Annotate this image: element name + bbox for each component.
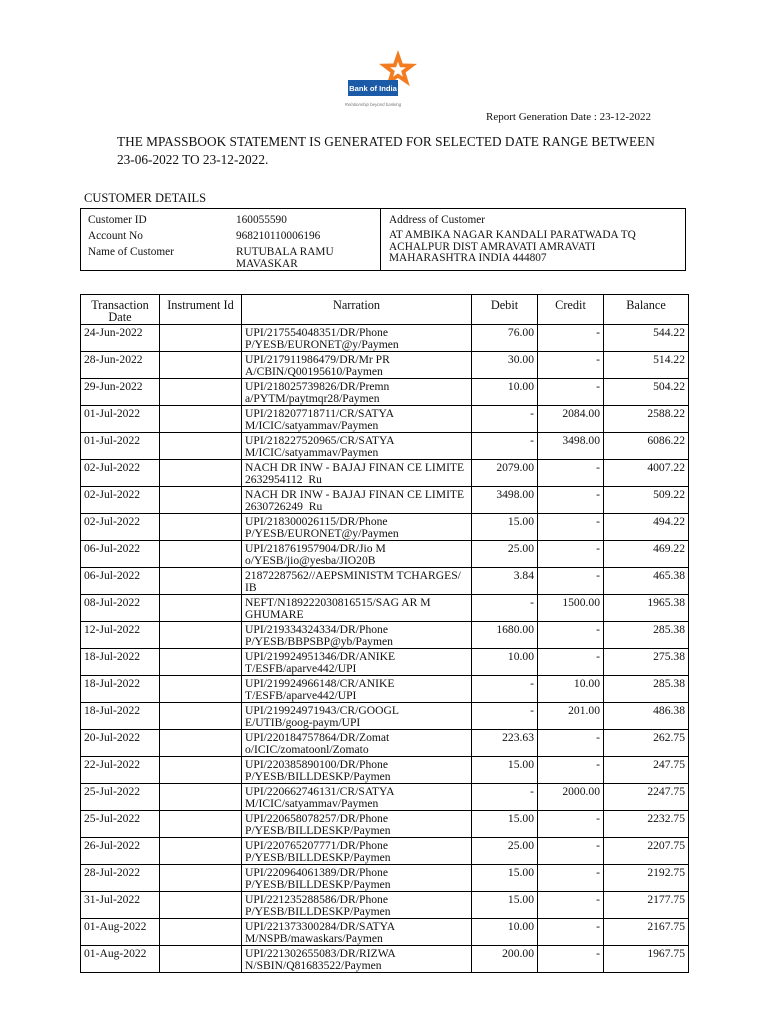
debit-cell: 15.00: [472, 514, 538, 541]
balance-cell: 6086.22: [604, 433, 689, 460]
debit-cell: 25.00: [472, 541, 538, 568]
balance-cell: 465.38: [604, 568, 689, 595]
customer-name-line: MAVASKAR: [236, 258, 298, 270]
customer-details-box: [80, 208, 686, 271]
customer-name-line: RUTUBALA RAMU: [236, 246, 334, 258]
balance-cell: 2177.75: [604, 892, 689, 919]
date-cell: 01-Aug-2022: [81, 919, 160, 946]
instrument-id-cell: [160, 730, 242, 757]
balance-cell: 494.22: [604, 514, 689, 541]
instrument-id-cell: [160, 892, 242, 919]
narration-line: P/YESB/EURONET@y/Paymen: [245, 338, 399, 351]
narration-line: M/ICIC/satyammav/Paymen: [245, 419, 379, 432]
debit-cell: -: [472, 433, 538, 460]
debit-cell: -: [472, 595, 538, 622]
narration-cell: [242, 379, 472, 406]
date-cell: 28-Jun-2022: [81, 352, 160, 379]
credit-cell: -: [538, 865, 604, 892]
credit-cell: -: [538, 811, 604, 838]
transaction-row: [81, 703, 689, 730]
transaction-row: [81, 460, 689, 487]
column-header-transaction-date: Transaction Date: [81, 295, 160, 325]
balance-cell: 1967.75: [604, 946, 689, 973]
balance-cell: 509.22: [604, 487, 689, 514]
narration-cell: [242, 757, 472, 784]
narration-line: 2632954112 Ru: [245, 473, 322, 486]
transaction-row: [81, 811, 689, 838]
column-header-balance: Balance: [604, 295, 689, 325]
balance-cell: 514.22: [604, 352, 689, 379]
transaction-row: [81, 379, 689, 406]
credit-cell: 10.00: [538, 676, 604, 703]
transactions-body: [81, 325, 689, 973]
narration-cell: [242, 433, 472, 460]
instrument-id-cell: [160, 487, 242, 514]
instrument-id-cell: [160, 568, 242, 595]
narration-line: a/PYTM/paytmqr28/Paymen: [245, 392, 380, 405]
narration-line: UPI/221235288586/DR/Phone: [245, 893, 388, 906]
account-no-label: Account No: [88, 230, 143, 242]
date-cell: 28-Jul-2022: [81, 865, 160, 892]
address-line: ACHALPUR DIST AMRAVATI AMRAVATI: [389, 240, 596, 253]
narration-line: UPI/221373300284/DR/SATYA: [245, 920, 396, 933]
narration-line: UPI/218227520965/CR/SATYA: [245, 434, 395, 447]
instrument-id-cell: [160, 784, 242, 811]
date-cell: 20-Jul-2022: [81, 730, 160, 757]
instrument-id-cell: [160, 757, 242, 784]
credit-cell: -: [538, 946, 604, 973]
narration-cell: [242, 406, 472, 433]
narration-line: P/YESB/BILLDESKP/Paymen: [245, 905, 391, 918]
transaction-row: [81, 568, 689, 595]
credit-cell: -: [538, 379, 604, 406]
credit-cell: -: [538, 757, 604, 784]
customer-details-heading: CUSTOMER DETAILS: [84, 191, 207, 205]
debit-cell: -: [472, 703, 538, 730]
date-cell: 06-Jul-2022: [81, 541, 160, 568]
credit-cell: -: [538, 460, 604, 487]
narration-cell: [242, 568, 472, 595]
balance-cell: 2207.75: [604, 838, 689, 865]
date-cell: 18-Jul-2022: [81, 676, 160, 703]
transaction-row: [81, 838, 689, 865]
debit-cell: 200.00: [472, 946, 538, 973]
narration-line: UPI/221302655083/DR/RIZWA: [245, 947, 396, 960]
customer-address: [381, 209, 685, 270]
statement-title: [117, 133, 655, 169]
transaction-row: [81, 784, 689, 811]
narration-line: UPI/220658078257/DR/Phone: [245, 812, 388, 825]
balance-cell: 469.22: [604, 541, 689, 568]
date-cell: 01-Aug-2022: [81, 946, 160, 973]
instrument-id-cell: [160, 514, 242, 541]
credit-cell: 2084.00: [538, 406, 604, 433]
narration-line: M/NSPB/mawaskars/Paymen: [245, 932, 383, 945]
debit-cell: 3498.00: [472, 487, 538, 514]
customer-fields: [81, 209, 381, 270]
narration-line: A/CBIN/Q00195610/Paymen: [245, 365, 383, 378]
narration-line: UPI/220662746131/CR/SATYA: [245, 785, 395, 798]
credit-cell: 2000.00: [538, 784, 604, 811]
narration-line: UPI/220964061389/DR/Phone: [245, 866, 388, 879]
narration-line: M/ICIC/satyammav/Paymen: [245, 446, 379, 459]
debit-cell: -: [472, 406, 538, 433]
narration-line: GHUMARE: [245, 608, 304, 621]
transaction-row: [81, 622, 689, 649]
credit-cell: -: [538, 487, 604, 514]
narration-line: N/SBIN/Q81683522/Paymen: [245, 959, 382, 972]
narration-line: UPI/218025739826/DR/Premn: [245, 380, 390, 393]
transaction-row: [81, 541, 689, 568]
narration-line: UPI/219334324334/DR/Phone: [245, 623, 388, 636]
narration-line: UPI/219924966148/CR/ANIKE: [245, 677, 395, 690]
narration-cell: [242, 460, 472, 487]
narration-line: M/ICIC/satyammav/Paymen: [245, 797, 379, 810]
transaction-row: [81, 433, 689, 460]
credit-cell: -: [538, 514, 604, 541]
narration-line: 21872287562//AEPSMINISTM TCHARGES/: [245, 569, 461, 582]
debit-cell: 1680.00: [472, 622, 538, 649]
debit-cell: 2079.00: [472, 460, 538, 487]
instrument-id-cell: [160, 406, 242, 433]
column-header-narration: Narration: [242, 295, 472, 325]
instrument-id-cell: [160, 919, 242, 946]
credit-cell: 1500.00: [538, 595, 604, 622]
narration-cell: [242, 514, 472, 541]
table-header-row: [81, 295, 689, 325]
statement-title-line: THE MPASSBOOK STATEMENT IS GENERATED FOR SELECTED DATE RANGE BETWEEN: [117, 134, 655, 149]
customer-name-label: Name of Customer: [88, 246, 174, 258]
narration-line: 2630726249 Ru: [245, 500, 323, 513]
narration-line: P/YESB/BILLDESKP/Paymen: [245, 824, 391, 837]
instrument-id-cell: [160, 460, 242, 487]
debit-cell: 10.00: [472, 919, 538, 946]
date-cell: 26-Jul-2022: [81, 838, 160, 865]
transaction-row: [81, 352, 689, 379]
debit-cell: 15.00: [472, 757, 538, 784]
transaction-row: [81, 946, 689, 973]
address-line: MAHARASHTRA INDIA 444807: [389, 252, 547, 265]
logo-text: Bank of India: [349, 84, 397, 93]
customer-name-value: [236, 246, 334, 270]
address-value: [389, 230, 636, 265]
narration-line: UPI/219924971943/CR/GOOGL: [245, 704, 399, 717]
narration-line: UPI/220184757864/DR/Zomat: [245, 731, 390, 744]
balance-cell: 4007.22: [604, 460, 689, 487]
narration-line: E/UTIB/goog-paym/UPI: [245, 716, 361, 729]
narration-cell: [242, 784, 472, 811]
narration-cell: [242, 541, 472, 568]
transaction-row: [81, 514, 689, 541]
credit-cell: -: [538, 919, 604, 946]
transaction-row: [81, 757, 689, 784]
column-header-debit: Debit: [472, 295, 538, 325]
balance-cell: 262.75: [604, 730, 689, 757]
date-cell: 08-Jul-2022: [81, 595, 160, 622]
address-line: AT AMBIKA NAGAR KANDALI PARATWADA TQ: [389, 229, 636, 241]
instrument-id-cell: [160, 433, 242, 460]
credit-cell: -: [538, 622, 604, 649]
date-cell: 02-Jul-2022: [81, 460, 160, 487]
date-cell: 18-Jul-2022: [81, 649, 160, 676]
narration-cell: [242, 703, 472, 730]
statement-date-range: 23-06-2022 TO 23-12-2022.: [117, 152, 269, 167]
balance-cell: 2167.75: [604, 919, 689, 946]
credit-cell: 201.00: [538, 703, 604, 730]
narration-line: UPI/220385890100/DR/Phone: [245, 758, 388, 771]
debit-cell: 76.00: [472, 325, 538, 352]
balance-cell: 1965.38: [604, 595, 689, 622]
customer-id-label: Customer ID: [88, 214, 147, 226]
date-cell: 22-Jul-2022: [81, 757, 160, 784]
instrument-id-cell: [160, 676, 242, 703]
date-cell: 02-Jul-2022: [81, 514, 160, 541]
date-cell: 25-Jul-2022: [81, 784, 160, 811]
narration-line: o/ICIC/zomatoonl/Zomato: [245, 743, 369, 756]
balance-cell: 2192.75: [604, 865, 689, 892]
instrument-id-cell: [160, 622, 242, 649]
narration-cell: [242, 595, 472, 622]
instrument-id-cell: [160, 541, 242, 568]
instrument-id-cell: [160, 352, 242, 379]
credit-cell: -: [538, 730, 604, 757]
debit-cell: 3.84: [472, 568, 538, 595]
transaction-row: [81, 730, 689, 757]
date-cell: 02-Jul-2022: [81, 487, 160, 514]
narration-line: UPI/218761957904/DR/Jio M: [245, 542, 386, 555]
credit-cell: -: [538, 352, 604, 379]
narration-cell: [242, 649, 472, 676]
narration-cell: [242, 676, 472, 703]
debit-cell: -: [472, 784, 538, 811]
transaction-row: [81, 892, 689, 919]
debit-cell: 10.00: [472, 379, 538, 406]
narration-cell: [242, 865, 472, 892]
transaction-row: [81, 649, 689, 676]
transaction-row: [81, 676, 689, 703]
narration-line: P/YESB/BBPSBP@yb/Paymen: [245, 635, 393, 648]
date-cell: 25-Jul-2022: [81, 811, 160, 838]
credit-cell: -: [538, 325, 604, 352]
column-header-instrument-id: Instrument Id: [160, 295, 242, 325]
debit-cell: 30.00: [472, 352, 538, 379]
instrument-id-cell: [160, 865, 242, 892]
narration-line: T/ESFB/aparve442/UPI: [245, 689, 357, 702]
narration-cell: [242, 487, 472, 514]
transaction-row: [81, 919, 689, 946]
narration-line: UPI/220765207771/DR/Phone: [245, 839, 388, 852]
narration-line: P/YESB/EURONET@y/Paymen: [245, 527, 399, 540]
narration-cell: [242, 811, 472, 838]
instrument-id-cell: [160, 379, 242, 406]
instrument-id-cell: [160, 649, 242, 676]
narration-line: UPI/217911986479/DR/Mr PR: [245, 353, 390, 366]
instrument-id-cell: [160, 946, 242, 973]
narration-line: T/ESFB/aparve442/UPI: [245, 662, 357, 675]
date-cell: 24-Jun-2022: [81, 325, 160, 352]
transaction-row: [81, 406, 689, 433]
narration-cell: [242, 919, 472, 946]
narration-cell: [242, 892, 472, 919]
credit-cell: 3498.00: [538, 433, 604, 460]
narration-line: NACH DR INW - BAJAJ FINAN CE LIMITE: [245, 461, 465, 474]
balance-cell: 544.22: [604, 325, 689, 352]
debit-cell: 25.00: [472, 838, 538, 865]
account-no-value: 968210110006196: [236, 230, 321, 242]
date-cell: 06-Jul-2022: [81, 568, 160, 595]
instrument-id-cell: [160, 703, 242, 730]
balance-cell: 2247.75: [604, 784, 689, 811]
debit-cell: -: [472, 676, 538, 703]
balance-cell: 2588.22: [604, 406, 689, 433]
narration-line: P/YESB/BILLDESKP/Paymen: [245, 851, 391, 864]
narration-line: UPI/217554048351/DR/Phone: [245, 326, 388, 339]
narration-line: UPI/218207718711/CR/SATYA: [245, 407, 395, 420]
credit-cell: -: [538, 892, 604, 919]
narration-cell: [242, 946, 472, 973]
narration-line: UPI/219924951346/DR/ANIKE: [245, 650, 396, 663]
transactions-table: [80, 294, 689, 973]
date-cell: 01-Jul-2022: [81, 433, 160, 460]
narration-line: NACH DR INW - BAJAJ FINAN CE LIMITE: [245, 488, 465, 501]
balance-cell: 285.38: [604, 622, 689, 649]
balance-cell: 285.38: [604, 676, 689, 703]
debit-cell: 10.00: [472, 649, 538, 676]
narration-line: o/YESB/jio@yesba/JIO20B: [245, 554, 376, 567]
narration-line: P/YESB/BILLDESKP/Paymen: [245, 878, 391, 891]
balance-cell: 486.38: [604, 703, 689, 730]
narration-line: UPI/218300026115/DR/Phone: [245, 515, 388, 528]
balance-cell: 2232.75: [604, 811, 689, 838]
debit-cell: 15.00: [472, 811, 538, 838]
date-cell: 12-Jul-2022: [81, 622, 160, 649]
credit-cell: -: [538, 541, 604, 568]
debit-cell: 223.63: [472, 730, 538, 757]
instrument-id-cell: [160, 595, 242, 622]
credit-cell: -: [538, 838, 604, 865]
debit-cell: 15.00: [472, 892, 538, 919]
instrument-id-cell: [160, 325, 242, 352]
date-cell: 01-Jul-2022: [81, 406, 160, 433]
column-header-credit: Credit: [538, 295, 604, 325]
narration-line: NEFT/N189222030816515/SAG AR M: [245, 596, 431, 609]
instrument-id-cell: [160, 838, 242, 865]
address-label: Address of Customer: [389, 214, 486, 226]
balance-cell: 275.38: [604, 649, 689, 676]
credit-cell: -: [538, 649, 604, 676]
date-cell: 29-Jun-2022: [81, 379, 160, 406]
date-cell: 18-Jul-2022: [81, 703, 160, 730]
transaction-row: [81, 595, 689, 622]
date-cell: 31-Jul-2022: [81, 892, 160, 919]
bank-logo: [340, 48, 422, 112]
transaction-row: [81, 325, 689, 352]
debit-cell: 15.00: [472, 865, 538, 892]
narration-cell: [242, 838, 472, 865]
narration-line: P/YESB/BILLDESKP/Paymen: [245, 770, 391, 783]
report-generation-date: Report Generation Date : 23-12-2022: [486, 111, 651, 123]
customer-id-value: 160055590: [236, 214, 287, 226]
narration-cell: [242, 622, 472, 649]
narration-cell: [242, 325, 472, 352]
narration-cell: [242, 352, 472, 379]
logo-tagline: Relationship beyond banking: [344, 102, 402, 107]
transaction-row: [81, 865, 689, 892]
transaction-row: [81, 487, 689, 514]
narration-line: IB: [245, 581, 257, 594]
instrument-id-cell: [160, 811, 242, 838]
balance-cell: 504.22: [604, 379, 689, 406]
narration-cell: [242, 730, 472, 757]
credit-cell: -: [538, 568, 604, 595]
balance-cell: 247.75: [604, 757, 689, 784]
